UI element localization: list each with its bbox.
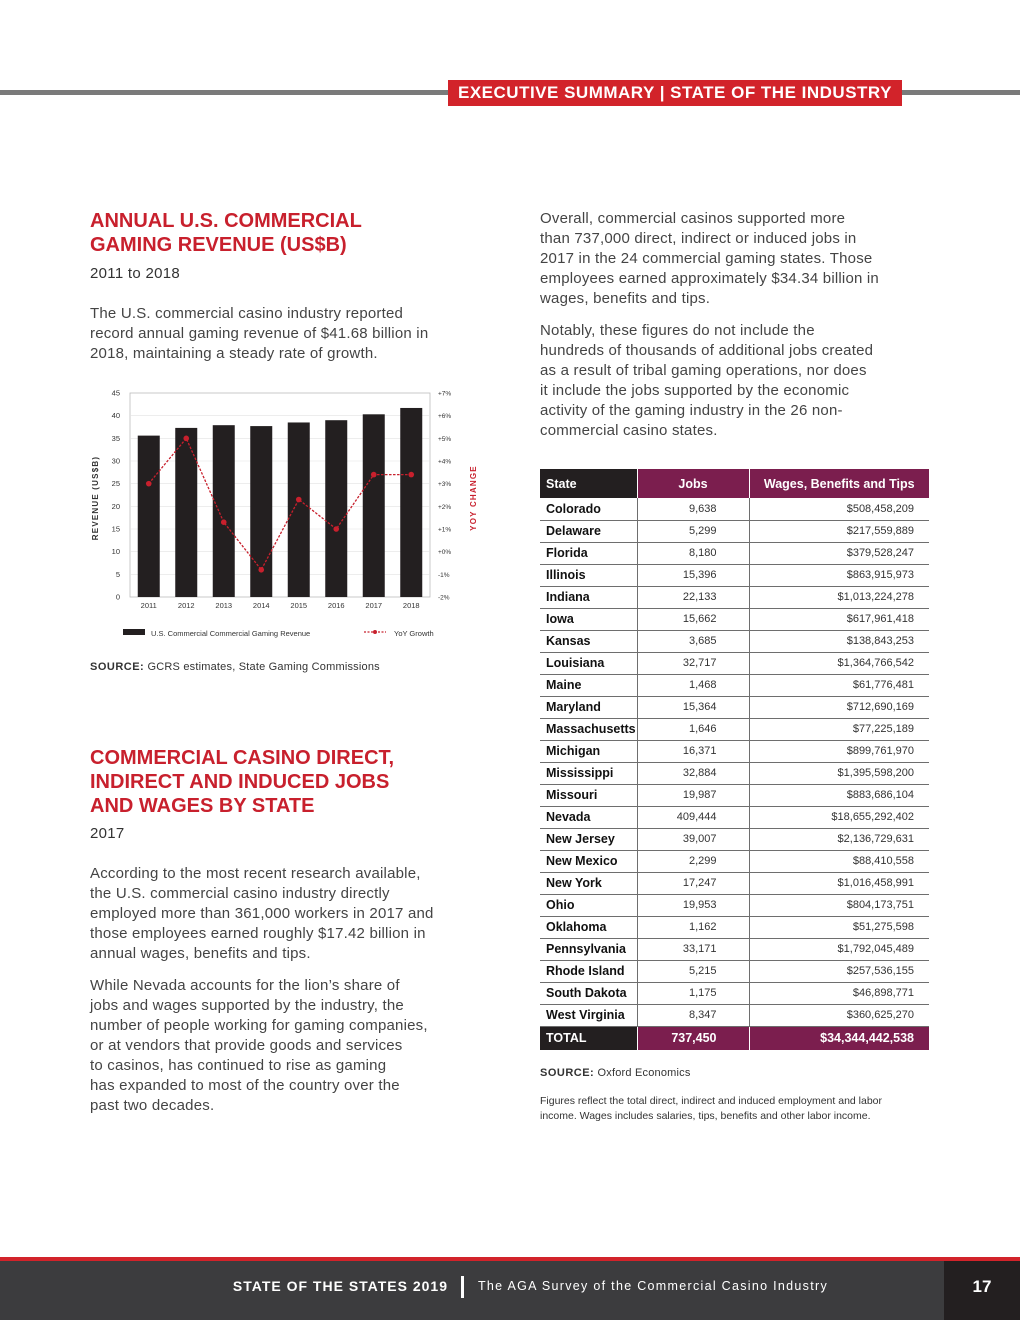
jobs-paragraph-2 [90,976,500,1116]
table-row [540,872,929,894]
jobs-title [90,746,394,818]
cell-state: Colorado [540,498,637,520]
table-total-row [540,1026,929,1050]
cell-state: Maine [540,674,637,696]
cell-wages: $899,761,970 [749,740,929,762]
revenue-title-line: GAMING REVENUE (US$B) [90,234,347,256]
table-row [540,652,929,674]
y2-tick-label: +6% [438,413,452,421]
x-tick-label: 2012 [177,601,195,610]
cell-wages: $863,915,973 [749,564,929,586]
revenue-paragraph [90,304,490,364]
cell-wages: $1,792,045,489 [749,938,929,960]
table-row [540,740,929,762]
cell-jobs: 17,247 [637,872,749,894]
cell-state: Pennsylvania [540,938,637,960]
text-line: has expanded to most of the country over the [90,1077,400,1094]
text-line: Figures reflect the total direct, indirect and induced employment and labor [540,1095,883,1107]
revenue-title [90,209,362,257]
y-tick-label: 0 [115,592,120,602]
y2-tick-label: +1% [438,526,452,534]
text-line: Notably, these figures do not include the [540,322,815,339]
text-line: commercial casino states. [540,422,718,439]
text-line: than 737,000 direct, indirect or induced jobs in [540,230,857,247]
cell-jobs: 15,396 [637,564,749,586]
revenue-title-line: ANNUAL U.S. COMMERCIAL [90,210,362,232]
source-label: SOURCE: [90,661,145,673]
yoy-growth-point [183,436,189,442]
y2-tick-label: +7% [438,390,452,398]
cell-jobs: 1,468 [637,674,749,696]
text-line: 2018, maintaining a steady rate of growth. [90,345,378,362]
source-text: GCRS estimates, State Gaming Commissions [144,661,380,673]
cell-wages: $88,410,558 [749,850,929,872]
cell-wages: $883,686,104 [749,784,929,806]
yoy-growth-point [221,519,227,525]
cell-jobs: 15,364 [637,696,749,718]
text-line: While Nevada accounts for the lion’s share of [90,977,400,994]
yoy-growth-point [146,481,152,487]
x-tick-label: 2011 [140,601,157,610]
x-tick-label: 2018 [402,601,420,610]
cell-state: Mississippi [540,762,637,784]
table-row [540,894,929,916]
x-tick-label: 2015 [290,601,308,610]
cell-state: New York [540,872,637,894]
x-tick-label: 2013 [215,601,233,610]
revenue-bar [288,422,310,597]
yoy-growth-point [258,567,264,573]
table-row [540,916,929,938]
revenue-source [90,661,380,673]
table-row [540,564,929,586]
cell-jobs: 9,638 [637,498,749,520]
cell-state: Maryland [540,696,637,718]
revenue-bar [363,414,385,597]
text-line: employed more than 361,000 workers in 2017 and [90,905,434,922]
cell-jobs: 32,884 [637,762,749,784]
table-row [540,586,929,608]
cell-jobs: 16,371 [637,740,749,762]
cell-wages: $1,364,766,542 [749,652,929,674]
text-line: 2017 in the 24 commercial gaming states. Those [540,250,873,267]
cell-jobs: 5,299 [637,520,749,542]
revenue-chart [84,382,484,644]
y-tick-label: 20 [111,501,120,511]
cell-state: West Virginia [540,1004,637,1026]
cell-jobs: 8,180 [637,542,749,564]
table-row [540,674,929,696]
table-row [540,850,929,872]
y-axis-label: REVENUE (US$B) [91,455,100,541]
cell-wages: $379,528,247 [749,542,929,564]
total-jobs: 737,450 [637,1026,749,1050]
y2-tick-label: +5% [438,435,452,443]
table-row [540,762,929,784]
table-header-row [540,469,929,498]
cell-state: Kansas [540,630,637,652]
cell-state: Nevada [540,806,637,828]
cell-jobs: 5,215 [637,960,749,982]
cell-jobs: 2,299 [637,850,749,872]
cell-state: Massachusetts [540,718,637,740]
revenue-bar [400,408,422,597]
cell-wages: $1,013,224,278 [749,586,929,608]
cell-state: Delaware [540,520,637,542]
table-row [540,608,929,630]
yoy-growth-point [371,472,377,478]
y-tick-label: 30 [111,456,120,466]
cell-wages: $77,225,189 [749,718,929,740]
y-tick-label: 35 [111,433,120,443]
legend-bar-swatch [123,629,145,635]
cell-wages: $2,136,729,631 [749,828,929,850]
yoy-growth-point [296,497,302,503]
cell-jobs: 19,987 [637,784,749,806]
cell-state: Oklahoma [540,916,637,938]
jobs-wages-table [540,469,929,1050]
table-row [540,828,929,850]
y-tick-label: 45 [111,388,120,398]
cell-jobs: 1,646 [637,718,749,740]
text-line: According to the most recent research available, [90,865,421,882]
text-line: it include the jobs supported by the economic [540,382,850,399]
text-line: jobs and wages supported by the industry, the [90,997,404,1014]
footer-publication-title: STATE OF THE STATES 2019 [232,1278,448,1294]
jobs-title-line: COMMERCIAL CASINO DIRECT, [90,747,395,769]
cell-wages: $712,690,169 [749,696,929,718]
cell-state: Louisiana [540,652,637,674]
cell-wages: $51,275,598 [749,916,929,938]
text-line: past two decades. [90,1097,215,1114]
table-row [540,630,929,652]
cell-wages: $18,655,292,402 [749,806,929,828]
table-body [540,498,929,1050]
text-line: record annual gaming revenue of $41.68 billion in [90,325,429,342]
text-line: wages, benefits and tips. [540,290,711,307]
text-line: activity of the gaming industry in the 26 non- [540,402,843,419]
y2-tick-label: +4% [438,458,452,466]
cell-wages: $46,898,771 [749,982,929,1004]
table-row [540,806,929,828]
cell-state: Indiana [540,586,637,608]
cell-jobs: 39,007 [637,828,749,850]
table-row [540,696,929,718]
table-row [540,960,929,982]
text-line: employees earned approximately $34.34 billion in [540,270,879,287]
cell-jobs: 15,662 [637,608,749,630]
chart-bars [138,408,423,597]
cell-state: Florida [540,542,637,564]
cell-state: Michigan [540,740,637,762]
cell-wages: $217,559,889 [749,520,929,542]
legend-line-marker [373,630,377,634]
cell-wages: $1,016,458,991 [749,872,929,894]
cell-state: New Mexico [540,850,637,872]
footer-subtitle: The AGA Survey of the Commercial Casino Industry [478,1279,829,1293]
cell-jobs: 1,175 [637,982,749,1004]
text-line: or at vendors that provide goods and services [90,1037,403,1054]
text-line: income. Wages includes salaries, tips, benefits and other labor income. [540,1110,871,1122]
footer-separator [461,1276,464,1298]
text-line: hundreds of thousands of additional jobs created [540,342,874,359]
text-line: The U.S. commercial casino industry reported [90,305,404,322]
text-line: number of people working for gaming companies, [90,1017,428,1034]
total-wages: $34,344,442,538 [749,1026,929,1050]
chart-grid [130,393,430,597]
jobs-subtitle: 2017 [90,825,125,842]
cell-jobs: 33,171 [637,938,749,960]
table-row [540,498,929,520]
table-row [540,784,929,806]
cell-wages: $61,776,481 [749,674,929,696]
jobs-paragraph-1 [90,864,500,964]
cell-state: Ohio [540,894,637,916]
cell-wages: $138,843,253 [749,630,929,652]
table-row [540,520,929,542]
x-tick-label: 2016 [327,601,345,610]
revenue-bar [175,428,197,597]
x-tick-label: 2014 [252,601,270,610]
text-line: as a result of tribal gaming operations, nor does [540,362,867,379]
y-tick-label: 5 [115,569,120,579]
table-row [540,1004,929,1026]
cell-wages: $1,395,598,200 [749,762,929,784]
x-tick-label: 2017 [365,601,383,610]
total-state: TOTAL [540,1026,637,1050]
revenue-subtitle: 2011 to 2018 [90,265,181,282]
cell-jobs: 19,953 [637,894,749,916]
section-banner: EXECUTIVE SUMMARY | STATE OF THE INDUSTRY [448,80,902,106]
header-jobs: Jobs [637,469,749,498]
y2-axis-label: YOY CHANGE [469,465,478,531]
table-source [540,1067,691,1079]
y2-tick-label: -1% [438,571,450,579]
yoy-growth-point [408,472,414,478]
yoy-growth-point [333,526,339,532]
chart-legend [123,629,434,638]
source-label: SOURCE: [540,1067,595,1079]
y-tick-label: 10 [111,547,120,557]
table-row [540,982,929,1004]
cell-state: South Dakota [540,982,637,1004]
text-line: the U.S. commercial casino industry directly [90,885,390,902]
table-row [540,542,929,564]
y-tick-label: 15 [111,524,120,534]
header-state: State [540,469,637,498]
y-tick-label: 40 [111,411,120,421]
legend-line-label: YoY Growth [394,629,434,638]
table-row [540,718,929,740]
jobs-title-line: INDIRECT AND INDUCED JOBS [90,771,390,793]
revenue-bar [325,420,347,597]
text-line: those employees earned roughly $17.42 billion in [90,925,426,942]
table-row [540,938,929,960]
y2-tick-label: -2% [438,594,450,602]
cell-wages: $508,458,209 [749,498,929,520]
cell-state: New Jersey [540,828,637,850]
cell-state: Illinois [540,564,637,586]
cell-state: Rhode Island [540,960,637,982]
y2-tick-label: +3% [438,481,452,489]
text-line: to casinos, has continued to rise as gaming [90,1057,387,1074]
revenue-bar [138,436,160,597]
revenue-bar [213,425,235,597]
cell-jobs: 3,685 [637,630,749,652]
cell-jobs: 409,444 [637,806,749,828]
cell-state: Missouri [540,784,637,806]
cell-jobs: 22,133 [637,586,749,608]
cell-wages: $360,625,270 [749,1004,929,1026]
cell-wages: $617,961,418 [749,608,929,630]
y2-tick-label: +2% [438,503,452,511]
table-footnote [540,1094,940,1124]
text-line: Overall, commercial casinos supported more [540,210,846,227]
y2-tick-label: +0% [438,549,452,557]
jobs-title-line: AND WAGES BY STATE [90,795,315,817]
cell-jobs: 32,717 [637,652,749,674]
cell-wages: $804,173,751 [749,894,929,916]
page-number: 17 [944,1261,1020,1320]
cell-state: Iowa [540,608,637,630]
cell-jobs: 8,347 [637,1004,749,1026]
legend-bar-label: U.S. Commercial Commercial Gaming Revenue [151,629,311,638]
text-line: annual wages, benefits and tips. [90,945,311,962]
header-wages: Wages, Benefits and Tips [749,469,929,498]
notably-paragraph [540,321,950,441]
cell-jobs: 1,162 [637,916,749,938]
plot-frame [130,393,430,597]
source-text: Oxford Economics [594,1067,691,1079]
cell-wages: $257,536,155 [749,960,929,982]
overall-paragraph [540,209,950,309]
y-tick-label: 25 [111,479,120,489]
